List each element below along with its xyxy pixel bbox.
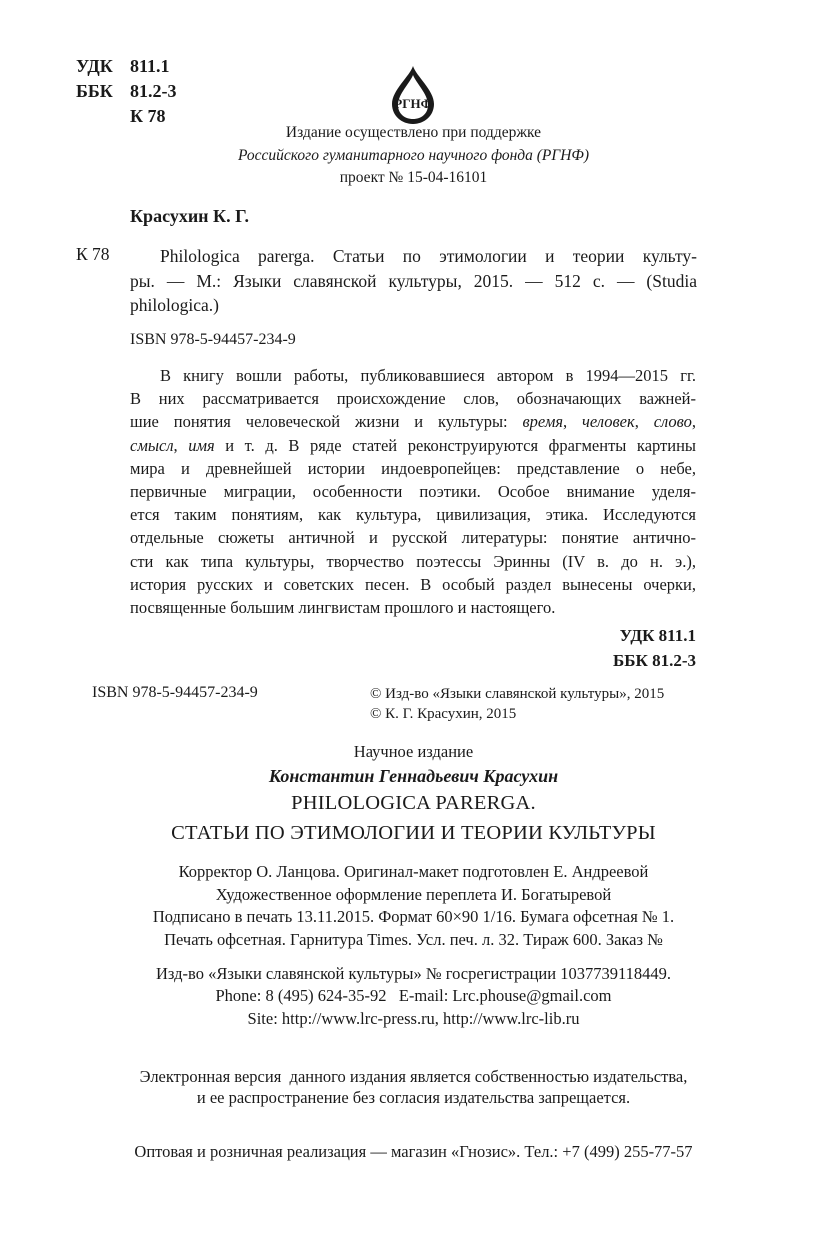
udk-value: 811.1 xyxy=(130,56,170,76)
book-title-1: PHILOLOGICA PARERGA. xyxy=(291,792,536,814)
rgnf-logo xyxy=(388,64,438,126)
edition-kind: Научное издание xyxy=(353,742,474,761)
copyright-isbn: ISBN 978-5-94457-234-9 xyxy=(92,684,258,701)
annotation-line: сти как типа культуры, творчество поэтессы Эринны (IV в. до н. э.), xyxy=(130,551,696,571)
annotation xyxy=(130,364,696,619)
author-full-name: Константин Геннадьевич Красухин xyxy=(268,766,559,786)
biblio-author: Красухин К. Г. xyxy=(130,206,250,226)
credits-line-2: Художественное оформление переплета И. Богатыревой xyxy=(215,885,612,904)
annotation-line: история русских и советских песен. В особый раздел вынесены очерки, xyxy=(130,574,696,594)
annotation-line: шие понятия человеческой жизни и культуры: время, человек, слово, xyxy=(130,412,696,432)
biblio-line-3: philologica.) xyxy=(130,295,219,315)
biblio-line-1: Philologica parerga. Статьи по этимологии и теории культу- xyxy=(160,246,697,266)
annotation-line: смысл, имя и т. д. В ряде статей реконструируются фрагменты картины xyxy=(130,435,697,455)
book-title-2: СТАТЬИ ПО ЭТИМОЛОГИИ И ТЕОРИИ КУЛЬТУРЫ xyxy=(171,822,656,844)
class-bbk: ББК 81.2-3 xyxy=(613,651,696,670)
copyright-author: © К. Г. Красухин, 2015 xyxy=(370,706,517,722)
annotation-line: отдельные сюжеты античной и русской литературы: понятие антично- xyxy=(130,528,696,548)
biblio-isbn: ISBN 978-5-94457-234-9 xyxy=(130,331,296,348)
support-line-3: проект № 15-04-16101 xyxy=(339,169,488,186)
credits-line-1: Корректор О. Ланцова. Оригинал-макет подготовлен Е. Андреевой xyxy=(178,862,649,881)
annotation-line: В них рассматривается происхождение слов, обозначающих важней- xyxy=(130,389,696,409)
biblio-mark: К 78 xyxy=(76,244,110,264)
annotation-line: мира и древнейшей истории индоевропейцев: представление о небе, xyxy=(130,458,696,478)
bbk-label: ББК xyxy=(76,81,113,101)
print-line-2: Печать офсетная. Гарнитура Times. Усл. печ. л. 32. Тираж 600. Заказ № xyxy=(164,930,663,949)
bbk-value: 81.2-3 xyxy=(130,81,177,101)
print-line-1: Подписано в печать 13.11.2015. Формат 60×90 1/16. Бумага офсетная № 1. xyxy=(152,907,675,926)
publisher-line-2: Phone: 8 (495) 624-35-92 E-mail: Lrc.phouse@gmail.com xyxy=(215,986,612,1005)
publisher-line-3: Site: http://www.lrc-press.ru, http://www.lrc-lib.ru xyxy=(247,1009,580,1028)
notice-line-1: Электронная версия данного издания является собственностью издательства, xyxy=(139,1067,688,1086)
biblio-line-2: ры. — М.: Языки славянской культуры, 2015. — 512 с. — (Studia xyxy=(130,271,697,291)
annotation-line: ется таким понятиям, как культура, цивилизация, этика. Исследуются xyxy=(130,505,696,525)
rgnf-emblem-icon xyxy=(388,64,438,126)
rgnf-letters: РГНФ xyxy=(394,96,432,111)
udk-label: УДК xyxy=(76,56,113,76)
annotation-line: первичные миграции, особенности поэтики. Особое внимание уделя- xyxy=(130,481,696,501)
class-udk: УДК 811.1 xyxy=(619,626,696,645)
publisher-line-1: Изд-во «Языки славянской культуры» № госрегистрации 1037739118449. xyxy=(156,964,671,983)
annotation-line: посвященные большим лингвистам прошлого и настоящего. xyxy=(130,597,556,617)
support-line-1: Издание осуществлено при поддержке xyxy=(285,124,542,141)
retail-line: Оптовая и розничная реализация — магазин «Гнозис». Тел.: +7 (499) 255-77-57 xyxy=(134,1142,693,1161)
notice-line-2: и ее распространение без согласия издательства запрещается. xyxy=(196,1088,631,1107)
annotation-line: В книгу вошли работы, публиковавшиеся автором в 1994—2015 гг. xyxy=(160,366,696,385)
copyright-publisher: © Изд-во «Языки славянской культуры», 2015 xyxy=(370,686,665,702)
author-mark: К 78 xyxy=(130,106,166,126)
support-line-2: Российского гуманитарного научного фонда (РГНФ) xyxy=(237,147,590,164)
